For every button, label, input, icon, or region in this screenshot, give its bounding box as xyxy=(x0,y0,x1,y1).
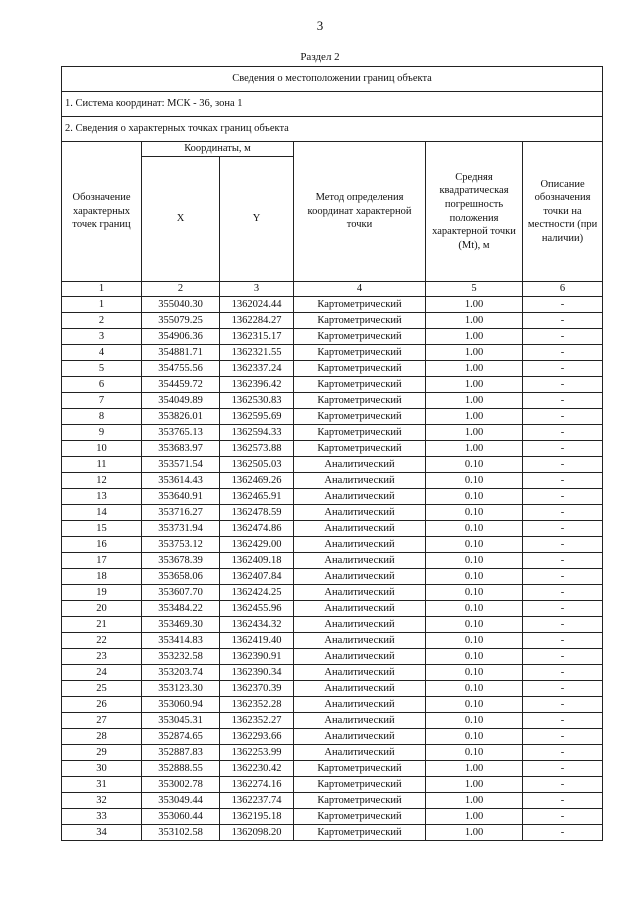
point-number: 2 xyxy=(62,313,142,329)
accuracy: 1.00 xyxy=(426,425,523,441)
table-row xyxy=(62,297,603,313)
coord-y: 1362337.24 xyxy=(220,361,294,377)
table-row xyxy=(62,745,603,761)
point-number: 29 xyxy=(62,745,142,761)
method: Картометрический xyxy=(294,793,426,809)
column-numbers-row xyxy=(62,282,603,297)
description: - xyxy=(523,681,603,697)
coord-x: 353826.01 xyxy=(142,409,220,425)
coord-x: 353045.31 xyxy=(142,713,220,729)
coord-y: 1362237.74 xyxy=(220,793,294,809)
coord-x: 353232.58 xyxy=(142,649,220,665)
accuracy: 0.10 xyxy=(426,521,523,537)
table-row xyxy=(62,425,603,441)
point-number: 11 xyxy=(62,457,142,473)
method: Картометрический xyxy=(294,425,426,441)
point-number: 19 xyxy=(62,585,142,601)
header-y: Y xyxy=(220,157,294,282)
point-number: 26 xyxy=(62,697,142,713)
accuracy: 1.00 xyxy=(426,825,523,841)
point-number: 16 xyxy=(62,537,142,553)
coord-x: 354881.71 xyxy=(142,345,220,361)
table-row xyxy=(62,313,603,329)
accuracy: 0.10 xyxy=(426,585,523,601)
method: Аналитический xyxy=(294,617,426,633)
table-row xyxy=(62,553,603,569)
accuracy: 0.10 xyxy=(426,569,523,585)
accuracy: 0.10 xyxy=(426,649,523,665)
method: Аналитический xyxy=(294,697,426,713)
point-number: 8 xyxy=(62,409,142,425)
coord-x: 353731.94 xyxy=(142,521,220,537)
header-description: Описание обозначения точки на местности (при наличии) xyxy=(523,142,603,282)
coord-y: 1362594.33 xyxy=(220,425,294,441)
coord-y: 1362429.00 xyxy=(220,537,294,553)
accuracy: 0.10 xyxy=(426,745,523,761)
header-coordinates: Координаты, м xyxy=(142,142,294,157)
method: Картометрический xyxy=(294,361,426,377)
coord-x: 354049.89 xyxy=(142,393,220,409)
coord-x: 354755.56 xyxy=(142,361,220,377)
method: Аналитический xyxy=(294,649,426,665)
point-number: 5 xyxy=(62,361,142,377)
table-row xyxy=(62,521,603,537)
table-row xyxy=(62,681,603,697)
description: - xyxy=(523,825,603,841)
coord-x: 353203.74 xyxy=(142,665,220,681)
description: - xyxy=(523,537,603,553)
point-number: 7 xyxy=(62,393,142,409)
coord-x: 353060.94 xyxy=(142,697,220,713)
accuracy: 0.10 xyxy=(426,633,523,649)
coord-y: 1362274.16 xyxy=(220,777,294,793)
point-number: 3 xyxy=(62,329,142,345)
coord-y: 1362253.99 xyxy=(220,745,294,761)
method: Картометрический xyxy=(294,409,426,425)
coord-x: 354906.36 xyxy=(142,329,220,345)
table-row xyxy=(62,329,603,345)
coord-y: 1362370.39 xyxy=(220,681,294,697)
header-x: X xyxy=(142,157,220,282)
table-title: Сведения о местоположении границ объекта xyxy=(62,67,603,92)
point-number: 25 xyxy=(62,681,142,697)
coord-x: 353640.91 xyxy=(142,489,220,505)
table-row xyxy=(62,633,603,649)
point-number: 18 xyxy=(62,569,142,585)
method: Картометрический xyxy=(294,761,426,777)
accuracy: 1.00 xyxy=(426,761,523,777)
coord-y: 1362407.84 xyxy=(220,569,294,585)
description: - xyxy=(523,601,603,617)
column-number: 4 xyxy=(294,282,426,297)
method: Аналитический xyxy=(294,713,426,729)
method: Аналитический xyxy=(294,521,426,537)
point-number: 17 xyxy=(62,553,142,569)
method: Аналитический xyxy=(294,601,426,617)
table-row xyxy=(62,777,603,793)
description: - xyxy=(523,617,603,633)
coord-x: 352888.55 xyxy=(142,761,220,777)
coord-x: 353571.54 xyxy=(142,457,220,473)
point-number: 23 xyxy=(62,649,142,665)
method: Аналитический xyxy=(294,585,426,601)
coord-y: 1362396.42 xyxy=(220,377,294,393)
description: - xyxy=(523,649,603,665)
description: - xyxy=(523,745,603,761)
method: Аналитический xyxy=(294,745,426,761)
description: - xyxy=(523,729,603,745)
method: Аналитический xyxy=(294,537,426,553)
coord-x: 353102.58 xyxy=(142,825,220,841)
coord-y: 1362505.03 xyxy=(220,457,294,473)
point-number: 1 xyxy=(62,297,142,313)
column-number: 6 xyxy=(523,282,603,297)
method: Аналитический xyxy=(294,633,426,649)
method: Картометрический xyxy=(294,441,426,457)
description: - xyxy=(523,569,603,585)
accuracy: 0.10 xyxy=(426,681,523,697)
accuracy: 0.10 xyxy=(426,713,523,729)
coord-x: 353414.83 xyxy=(142,633,220,649)
description: - xyxy=(523,777,603,793)
point-number: 15 xyxy=(62,521,142,537)
coord-x: 352887.83 xyxy=(142,745,220,761)
table-row xyxy=(62,489,603,505)
coord-y: 1362530.83 xyxy=(220,393,294,409)
table-row xyxy=(62,361,603,377)
coord-x: 354459.72 xyxy=(142,377,220,393)
coord-x: 353607.70 xyxy=(142,585,220,601)
description: - xyxy=(523,553,603,569)
header-accuracy: Средняя квадратическая погрешность положения характерной точки (Mt), м xyxy=(426,142,523,282)
coord-x: 353123.30 xyxy=(142,681,220,697)
coord-x: 355040.30 xyxy=(142,297,220,313)
coord-y: 1362098.20 xyxy=(220,825,294,841)
method: Аналитический xyxy=(294,665,426,681)
description: - xyxy=(523,313,603,329)
page-number: 3 xyxy=(316,18,324,33)
point-number: 13 xyxy=(62,489,142,505)
method: Картометрический xyxy=(294,329,426,345)
table-row xyxy=(62,697,603,713)
coord-x: 353469.30 xyxy=(142,617,220,633)
accuracy: 0.10 xyxy=(426,729,523,745)
description: - xyxy=(523,809,603,825)
table-row xyxy=(62,569,603,585)
table-row xyxy=(62,649,603,665)
accuracy: 0.10 xyxy=(426,489,523,505)
coord-y: 1362455.96 xyxy=(220,601,294,617)
description: - xyxy=(523,521,603,537)
column-number: 5 xyxy=(426,282,523,297)
method: Аналитический xyxy=(294,473,426,489)
description: - xyxy=(523,377,603,393)
coord-x: 353002.78 xyxy=(142,777,220,793)
method: Аналитический xyxy=(294,553,426,569)
accuracy: 0.10 xyxy=(426,617,523,633)
coord-y: 1362352.27 xyxy=(220,713,294,729)
table-row xyxy=(62,585,603,601)
header-method: Метод определения координат характерной точки xyxy=(294,142,426,282)
coord-y: 1362195.18 xyxy=(220,809,294,825)
coord-y: 1362024.44 xyxy=(220,297,294,313)
accuracy: 1.00 xyxy=(426,777,523,793)
boundary-points-table xyxy=(61,66,603,841)
accuracy: 0.10 xyxy=(426,697,523,713)
point-number: 28 xyxy=(62,729,142,745)
table-row xyxy=(62,825,603,841)
coord-y: 1362409.18 xyxy=(220,553,294,569)
column-number: 1 xyxy=(62,282,142,297)
coord-x: 353658.06 xyxy=(142,569,220,585)
section-title: Раздел 2 xyxy=(300,51,340,63)
method: Картометрический xyxy=(294,825,426,841)
coord-y: 1362352.28 xyxy=(220,697,294,713)
table-row xyxy=(62,473,603,489)
method: Аналитический xyxy=(294,505,426,521)
method: Аналитический xyxy=(294,457,426,473)
coord-y: 1362424.25 xyxy=(220,585,294,601)
description: - xyxy=(523,761,603,777)
column-number: 2 xyxy=(142,282,220,297)
coord-y: 1362293.66 xyxy=(220,729,294,745)
accuracy: 1.00 xyxy=(426,441,523,457)
coord-x: 353753.12 xyxy=(142,537,220,553)
accuracy: 1.00 xyxy=(426,313,523,329)
description: - xyxy=(523,585,603,601)
description: - xyxy=(523,441,603,457)
point-number: 20 xyxy=(62,601,142,617)
table-row xyxy=(62,713,603,729)
coord-y: 1362478.59 xyxy=(220,505,294,521)
point-number: 14 xyxy=(62,505,142,521)
coord-y: 1362284.27 xyxy=(220,313,294,329)
description: - xyxy=(523,489,603,505)
coord-y: 1362469.26 xyxy=(220,473,294,489)
method: Картометрический xyxy=(294,313,426,329)
header-point-designation: Обозначение характерных точек границ xyxy=(62,142,142,282)
table-row xyxy=(62,393,603,409)
point-number: 30 xyxy=(62,761,142,777)
point-number: 22 xyxy=(62,633,142,649)
coord-y: 1362474.86 xyxy=(220,521,294,537)
description: - xyxy=(523,329,603,345)
accuracy: 1.00 xyxy=(426,345,523,361)
accuracy: 0.10 xyxy=(426,553,523,569)
description: - xyxy=(523,713,603,729)
table-row xyxy=(62,761,603,777)
coord-x: 355079.25 xyxy=(142,313,220,329)
table-row xyxy=(62,617,603,633)
table-row xyxy=(62,537,603,553)
point-number: 21 xyxy=(62,617,142,633)
accuracy: 1.00 xyxy=(426,393,523,409)
table-row xyxy=(62,377,603,393)
accuracy: 0.10 xyxy=(426,457,523,473)
coord-y: 1362434.32 xyxy=(220,617,294,633)
method: Картометрический xyxy=(294,777,426,793)
point-number: 33 xyxy=(62,809,142,825)
method: Картометрический xyxy=(294,297,426,313)
point-number: 27 xyxy=(62,713,142,729)
point-number: 9 xyxy=(62,425,142,441)
coord-x: 353683.97 xyxy=(142,441,220,457)
method: Аналитический xyxy=(294,569,426,585)
description: - xyxy=(523,473,603,489)
table-row xyxy=(62,409,603,425)
coord-y: 1362321.55 xyxy=(220,345,294,361)
point-number: 10 xyxy=(62,441,142,457)
coord-x: 353060.44 xyxy=(142,809,220,825)
point-number: 12 xyxy=(62,473,142,489)
coord-x: 352874.65 xyxy=(142,729,220,745)
description: - xyxy=(523,793,603,809)
description: - xyxy=(523,697,603,713)
description: - xyxy=(523,665,603,681)
accuracy: 0.10 xyxy=(426,473,523,489)
table-row xyxy=(62,441,603,457)
accuracy: 1.00 xyxy=(426,377,523,393)
table-row xyxy=(62,505,603,521)
description: - xyxy=(523,361,603,377)
coord-x: 353765.13 xyxy=(142,425,220,441)
description: - xyxy=(523,425,603,441)
method: Аналитический xyxy=(294,489,426,505)
method: Аналитический xyxy=(294,681,426,697)
accuracy: 1.00 xyxy=(426,809,523,825)
table-row xyxy=(62,793,603,809)
description: - xyxy=(523,505,603,521)
coord-x: 353484.22 xyxy=(142,601,220,617)
point-number: 24 xyxy=(62,665,142,681)
coord-y: 1362419.40 xyxy=(220,633,294,649)
accuracy: 1.00 xyxy=(426,297,523,313)
accuracy: 0.10 xyxy=(426,537,523,553)
point-number: 4 xyxy=(62,345,142,361)
description: - xyxy=(523,297,603,313)
method: Картометрический xyxy=(294,377,426,393)
method: Картометрический xyxy=(294,809,426,825)
coord-y: 1362595.69 xyxy=(220,409,294,425)
method: Картометрический xyxy=(294,345,426,361)
points-heading: 2. Сведения о характерных точках границ объекта xyxy=(62,117,603,142)
coord-x: 353049.44 xyxy=(142,793,220,809)
description: - xyxy=(523,409,603,425)
coord-y: 1362573.88 xyxy=(220,441,294,457)
accuracy: 0.10 xyxy=(426,665,523,681)
accuracy: 0.10 xyxy=(426,505,523,521)
point-number: 32 xyxy=(62,793,142,809)
accuracy: 1.00 xyxy=(426,361,523,377)
description: - xyxy=(523,345,603,361)
table-row xyxy=(62,601,603,617)
point-number: 34 xyxy=(62,825,142,841)
table-row xyxy=(62,345,603,361)
point-number: 31 xyxy=(62,777,142,793)
coord-y: 1362230.42 xyxy=(220,761,294,777)
coord-y: 1362465.91 xyxy=(220,489,294,505)
coord-y: 1362315.17 xyxy=(220,329,294,345)
point-number: 6 xyxy=(62,377,142,393)
table-row xyxy=(62,809,603,825)
accuracy: 0.10 xyxy=(426,601,523,617)
coord-y: 1362390.34 xyxy=(220,665,294,681)
coord-system: 1. Система координат: МСК - 36, зона 1 xyxy=(62,92,603,117)
coord-x: 353614.43 xyxy=(142,473,220,489)
table-row xyxy=(62,457,603,473)
coord-y: 1362390.91 xyxy=(220,649,294,665)
table-row xyxy=(62,729,603,745)
table-row xyxy=(62,665,603,681)
method: Аналитический xyxy=(294,729,426,745)
accuracy: 1.00 xyxy=(426,409,523,425)
description: - xyxy=(523,393,603,409)
description: - xyxy=(523,633,603,649)
coord-x: 353678.39 xyxy=(142,553,220,569)
column-number: 3 xyxy=(220,282,294,297)
accuracy: 1.00 xyxy=(426,329,523,345)
method: Картометрический xyxy=(294,393,426,409)
accuracy: 1.00 xyxy=(426,793,523,809)
coord-x: 353716.27 xyxy=(142,505,220,521)
description: - xyxy=(523,457,603,473)
